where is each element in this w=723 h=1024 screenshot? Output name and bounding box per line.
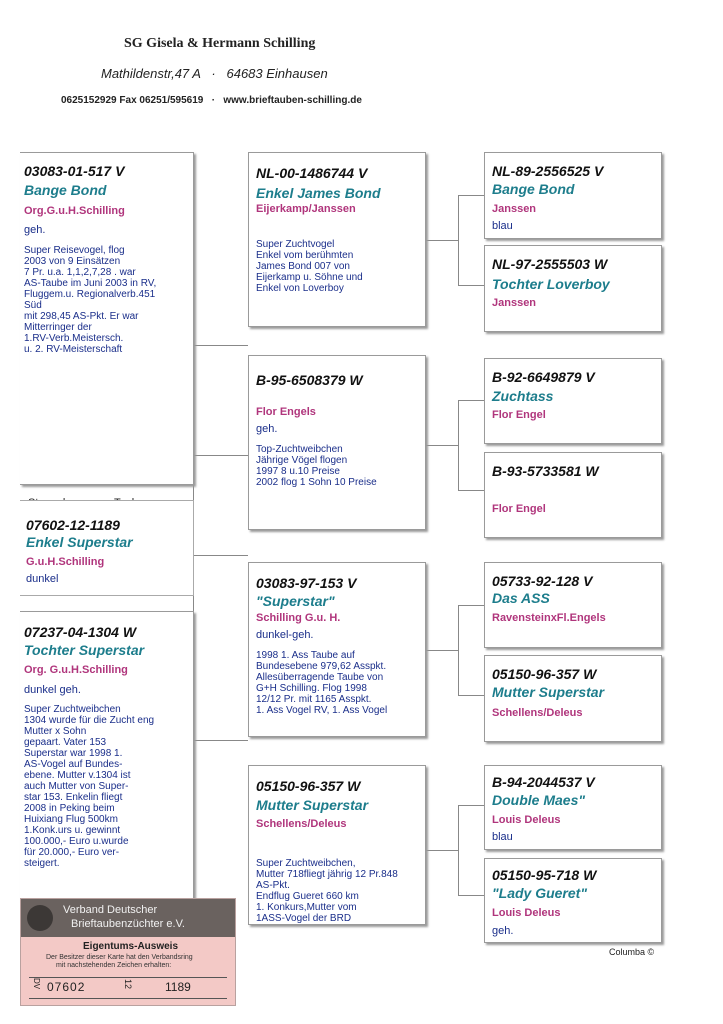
header-contact: 0625152929 Fax 06251/595619 · www.brieftauben-schilling.de [61,95,362,106]
father-ring: 03083-01-517 V [24,163,125,179]
connector [458,285,484,286]
mfm-ring: 05150-96-357 W [492,666,597,682]
connector [458,400,459,490]
mmf-color: blau [492,831,513,843]
ownership-card [20,898,236,1006]
mother-sire-ring: 03083-97-153 V [256,575,357,591]
fmf-name: Zuchtass [492,388,554,404]
connector [458,895,484,896]
father-dam-breeder: Flor Engels [256,406,316,418]
father-dam-color: geh. [256,423,278,435]
connector [458,195,459,285]
mother-dam-ring: 05150-96-357 W [256,778,361,794]
mff-breeder: RavensteinxFl.Engels [492,612,606,624]
father-card [20,152,194,485]
header-title: SG Gisela & Hermann Schilling [124,36,316,51]
connector [426,850,458,851]
card-ring-year: 12 [123,978,134,990]
connector [458,695,484,696]
card-org-line1: Verband Deutscher [63,904,158,916]
mff-card [484,562,662,648]
father-sire-ring: NL-00-1486744 V [256,165,368,181]
mother-ring: 07237-04-1304 W [24,624,137,640]
father-breeder: Org.G.u.H.Schilling [24,205,125,217]
federation-logo-icon [27,905,53,931]
mother-name: Tochter Superstar [24,642,145,658]
father-description: Super Reisevogel, flog 2003 von 9 Einsätzen 7 Pr. u.a. 1,1,2,7,28 . war AS-Taube im Juni 2003 in RV, Fluggem.u. Regionalverb.451 Süd mit 298,45 AS-Pkt. Er war Mitterringer der 1.RV-Verb.Meistersch. u. 2. RV-Meisterschaft [24,245,157,355]
ffm-card [484,245,662,332]
card-text-line1: Der Besitzer dieser Karte hat den Verbandsring [46,954,193,961]
card-dv: DV [32,977,42,990]
father-sire-name: Enkel James Bond [256,185,381,201]
mfm-name: Mutter Superstar [492,684,605,700]
fmm-breeder: Flor Engel [492,503,546,515]
father-sire-breeder: Eijerkamp/Janssen [256,203,356,215]
connector [426,240,458,241]
mother-breeder: Org. G.u.H.Schilling [24,664,128,676]
connector [193,740,248,741]
mmm-breeder: Louis Deleus [492,907,561,919]
connector [458,490,484,491]
subject-breeder: G.u.H.Schilling [26,556,105,568]
mff-name: Das ASS [492,590,550,606]
subject-ring: 07602-12-1189 [26,517,120,533]
mother-dam-breeder: Schellens/Deleus [256,818,347,830]
father-sire-description: Super Zuchtvogel Enkel vom berühmten James Bond 007 von Eijerkamp u. Söhne und Enkel von Loverboy [256,239,363,294]
footer-credit: Columba © [609,947,655,957]
mother-dam-name: Mutter Superstar [256,797,369,813]
mfm-card [484,655,662,742]
mmf-name: Double Maes" [492,792,585,808]
ffm-breeder: Janssen [492,297,537,309]
subject-card [20,500,194,596]
mmm-color: geh. [492,925,514,937]
mother-sire-color: dunkel-geh. [256,629,314,641]
subject-color: dunkel [26,573,59,585]
mmf-card [484,765,662,850]
fmf-card [484,358,662,444]
connector [193,455,248,456]
connector [458,195,484,196]
father-name: Bange Bond [24,182,107,198]
fmm-card [484,452,662,538]
header-address: Mathildenstr,47 A · 64683 Einhausen [101,66,328,81]
mother-sire-name: "Superstar" [256,593,335,609]
fff-name: Bange Bond [492,181,575,197]
mmm-ring: 05150-95-718 W [492,867,597,883]
fmf-breeder: Flor Engel [492,409,546,421]
connector [426,445,458,446]
father-color: geh. [24,224,46,236]
card-org-line2: Brieftaubenzüchter e.V. [71,918,185,930]
connector [458,605,484,606]
mother-color: dunkel geh. [24,684,81,696]
mmf-ring: B-94-2044537 V [492,774,595,790]
mother-dam-card [248,765,426,925]
card-text-line2: mit nachstehenden Zeichen erhalten: [56,962,172,969]
connector [458,805,459,895]
mmf-breeder: Louis Deleus [492,814,561,826]
father-dam-card [248,355,426,530]
fmf-ring: B-92-6649879 V [492,369,595,385]
connector [193,555,248,556]
fff-ring: NL-89-2556525 V [492,163,604,179]
mother-sire-description: 1998 1. Ass Taube auf Bundesebene 979,62 Asspkt. Allesüberragende Taube von G+H Schilling. Flog 1998 12/12 Pr. mit 1165 Asspkt. 1. Ass Vogel RV, 1. Ass Vogel [256,650,388,716]
father-dam-ring: B-95-6508379 W [256,372,363,388]
connector [458,605,459,695]
mff-ring: 05733-92-128 V [492,573,593,589]
fff-color: blau [492,220,513,232]
card-ring-number: 07602 [47,980,86,994]
connector [426,650,458,651]
mother-sire-breeder: Schilling G.u. H. [256,612,341,624]
mfm-breeder: Schellens/Deleus [492,707,583,719]
fff-card [484,152,662,239]
card-title: Eigentums-Ausweis [83,941,179,952]
fmm-ring: B-93-5733581 W [492,463,599,479]
ffm-ring: NL-97-2555503 W [492,256,608,272]
card-ring-serial: 1189 [165,980,191,994]
mother-card [20,611,194,901]
connector [193,345,248,346]
father-dam-description: Top-Zuchtweibchen Jährige Vögel flogen 1997 8 u.10 Preise 2002 flog 1 Sohn 10 Preise [256,444,377,488]
fff-breeder: Janssen [492,203,537,215]
mmm-card [484,858,662,943]
connector [458,400,484,401]
ffm-name: Tochter Loverboy [492,276,610,292]
connector [458,805,484,806]
subject-name: Enkel Superstar [26,534,133,550]
father-sire-card [248,152,426,327]
mother-sire-card [248,562,426,737]
mmm-name: "Lady Gueret" [492,885,587,901]
mother-dam-description: Super Zuchtweibchen, Mutter 718fliegt jährig 12 Pr.848 AS-Pkt. Endflug Gueret 660 km 1. Konkurs,Mutter vom 1ASS-Vogel der BRD [256,858,398,924]
mother-description: Super Zuchtweibchen 1304 wurde für die Zucht eng Mutter x Sohn gepaart. Vater 153 Superstar war 1998 1. AS-Vogel auf Bundes- ebene. Mutter v.1304 ist auch Mutter von Super- star 153. Enkelin fliegt 2008 in Peking beim Huixiang Flug 500km 1.Konk.urs u. gewinnt 100.000,- Euro u.wurde für 20.000,- Euro ver- steigert. [24,704,155,869]
